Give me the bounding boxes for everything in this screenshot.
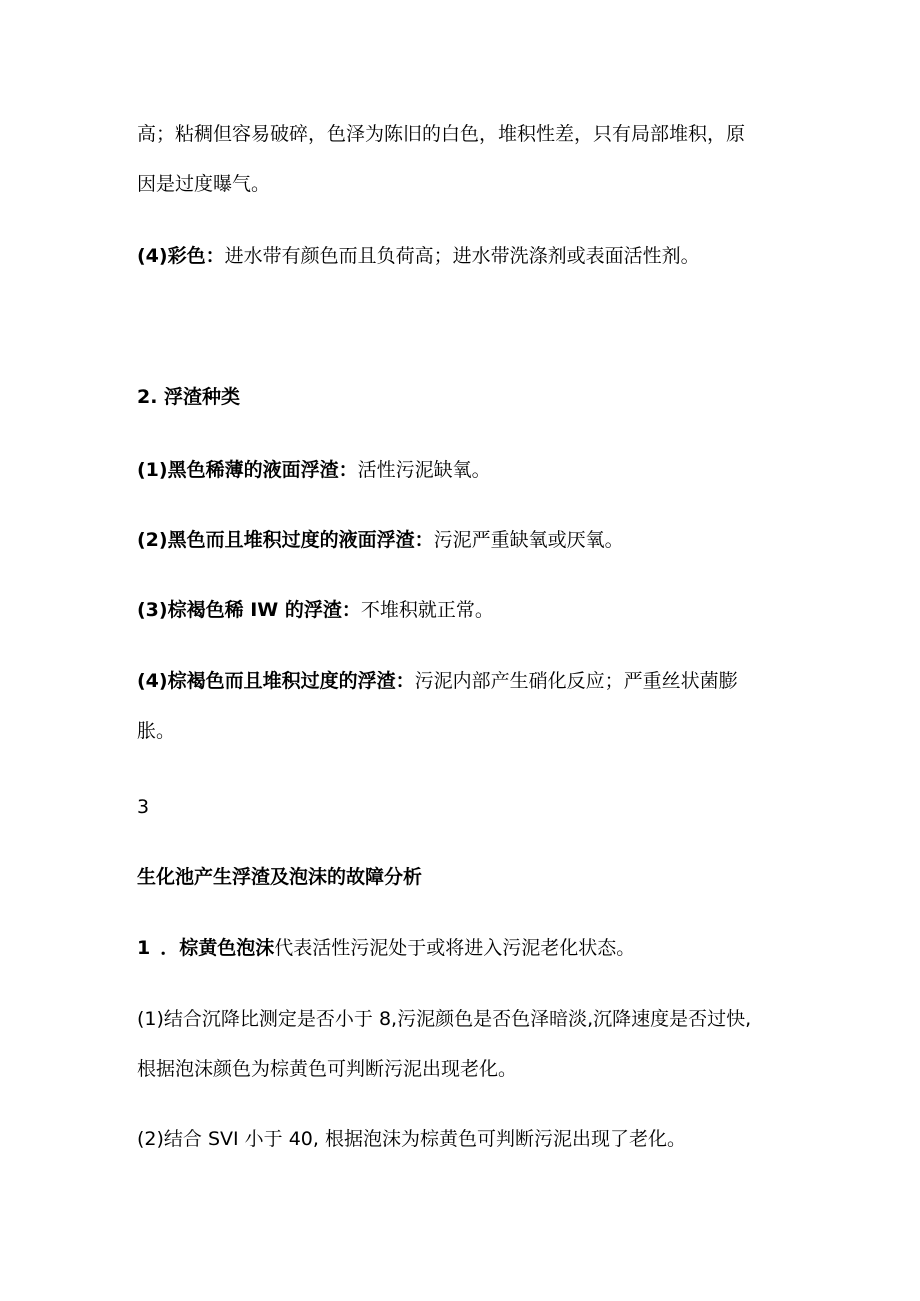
paragraph-line: [137, 121, 797, 147]
paragraph-line: [137, 1006, 797, 1032]
item-text: 胀。: [137, 720, 176, 742]
heading-text: 2. 浮渣种类: [137, 386, 241, 408]
section-heading: [137, 384, 797, 410]
number-text: 3: [137, 796, 150, 818]
item-label: (1)黑色稀薄的液面浮渣：: [137, 459, 358, 481]
item-label: (3)棕褐色稀 IW 的浮渣：: [137, 599, 361, 621]
item-text: 污泥内部产生硝化反应；严重丝状菌膨: [414, 670, 738, 692]
paragraph-line: [137, 1126, 797, 1152]
list-item-continuation: [137, 718, 797, 744]
item-text: 污泥严重缺氧或厌氧。: [433, 529, 624, 551]
list-item: [137, 668, 797, 694]
item-label: (4)彩色：: [137, 245, 225, 267]
paragraph-line: [137, 1056, 797, 1082]
item-text: 活性污泥缺氧。: [357, 459, 491, 481]
list-item: [137, 457, 797, 483]
sub-label: ．棕黄色泡沫: [160, 937, 275, 959]
subsection-heading: [137, 935, 797, 961]
item-text: 不堆积就正常。: [360, 599, 494, 621]
paragraph-color: [137, 243, 797, 269]
text: 因是过度曝气。: [137, 173, 271, 195]
item-text: 进水带有颜色而且负荷高；进水带洗涤剂或表面活性剂。: [224, 245, 700, 267]
paragraph-line: [137, 171, 797, 197]
list-item: [137, 597, 797, 623]
item-label: (4)棕褐色而且堆积过度的浮渣：: [137, 670, 415, 692]
list-item: [137, 527, 797, 553]
text: (2)结合 SVI 小于 40, 根据泡沫为棕黄色可判断污泥出现了老化。: [137, 1128, 686, 1150]
sub-text: 代表活性污泥处于或将进入污泥老化状态。: [274, 937, 636, 959]
section-number: [137, 794, 797, 820]
item-label: (2)黑色而且堆积过度的液面浮渣：: [137, 529, 434, 551]
text: 高；粘稠但容易破碎，色泽为陈旧的白色，堆积性差，只有局部堆积，原: [137, 123, 746, 145]
text: (1)结合沉降比测定是否小于 8,污泥颜色是否色泽暗淡,沉降速度是否过快,: [137, 1008, 752, 1030]
section-heading: [137, 864, 797, 890]
heading-text: 生化池产生浮渣及泡沫的故障分析: [137, 866, 423, 888]
text: 根据泡沫颜色为棕黄色可判断污泥出现老化。: [137, 1058, 518, 1080]
sub-number: 1: [137, 937, 151, 959]
